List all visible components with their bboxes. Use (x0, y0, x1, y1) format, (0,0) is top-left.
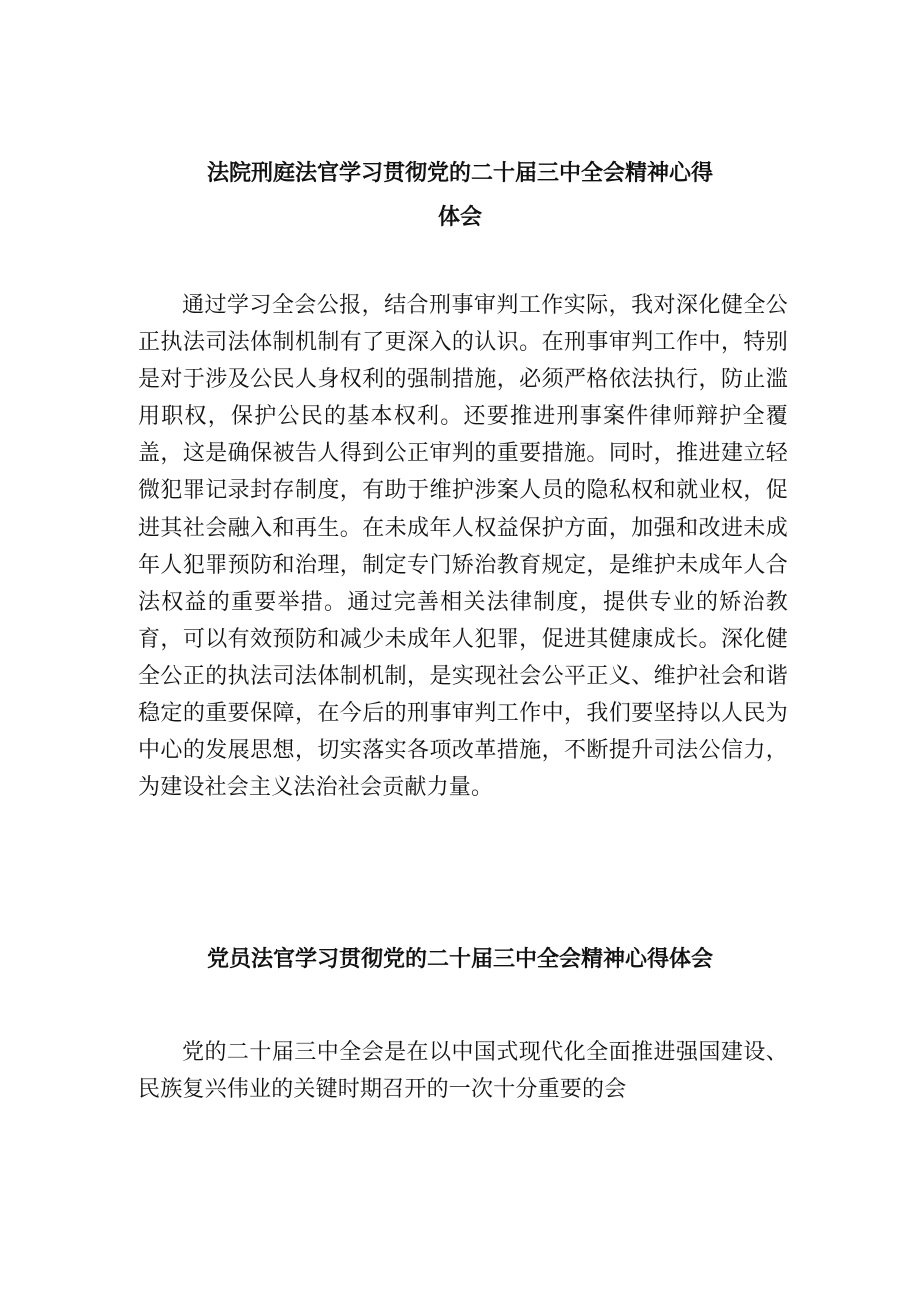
article-1-body: 通过学习全会公报，结合刑事审判工作实际，我对深化健全公正执法司法体制机制有了更深入的认识。在刑事审判工作中，特别是对于涉及公民人身权利的强制措施，必须严格依法执行，防止滥用职权，保护公民的基本权利。还要推进刑事案件律师辩护全覆盖，这是确保被告人得到公正审判的重要措施。同时，推进建立轻微犯罪记录封存制度，有助于维护涉案人员的隐私权和就业权，促进其社会融入和再生。在未成年人权益保护方面，加强和改进未成年人犯罪预防和治理，制定专门矫治教育规定，是维护未成年人合法权益的重要举措。通过完善相关法律制度，提供专业的矫治教育，可以有效预防和减少未成年人犯罪，促进其健康成长。深化健全公正的执法司法体制机制，是实现社会公平正义、维护社会和谐稳定的重要保障，在今后的刑事审判工作中，我们要坚持以人民为中心的发展思想，切实落实各项改革措施，不断提升司法公信力，为建设社会主义法治社会贡献力量。 (138, 293, 788, 801)
article-2-body: 党的二十届三中全会是在以中国式现代化全面推进强国建设、民族复兴伟业的关键时期召开的一次十分重要的会 (138, 1040, 788, 1103)
article-1-title-line-2: 体会 (437, 205, 482, 230)
article-2-title: 党员法官学习贯彻党的二十届三中全会精神心得体会 (206, 947, 713, 972)
article-1-title-line-1: 法院刑庭法官学习贯彻党的二十届三中全会精神心得 (206, 161, 713, 186)
